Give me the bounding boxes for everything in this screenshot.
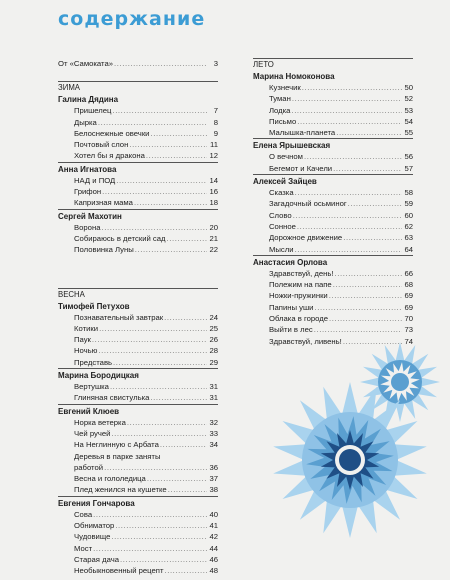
- dot-leader: [113, 357, 207, 368]
- dot-leader: [111, 531, 207, 542]
- toc-entry[interactable]: [253, 127, 413, 138]
- contents-column-left: [58, 58, 218, 577]
- entry-page: 69: [404, 291, 413, 301]
- entry-page: 46: [209, 554, 218, 564]
- entry-page: 33: [209, 428, 218, 438]
- dot-leader: [168, 484, 207, 495]
- entry-page: 7: [213, 106, 218, 116]
- toc-entry[interactable]: [253, 105, 413, 116]
- dot-leader: [348, 198, 402, 209]
- entry-title: Старая дача: [74, 554, 119, 564]
- entry-page: 14: [209, 175, 218, 185]
- toc-entry-intro[interactable]: От «Самоката» ..... 3: [58, 58, 218, 69]
- dot-leader: [104, 462, 207, 473]
- toc-entry[interactable]: [58, 381, 218, 392]
- toc-entry[interactable]: [58, 565, 218, 576]
- dot-leader: [112, 105, 207, 116]
- entry-title: Половинка Луны: [74, 245, 134, 255]
- toc-entry[interactable]: [58, 128, 218, 139]
- dot-leader: [102, 186, 207, 197]
- entry-page: 56: [404, 152, 413, 162]
- toc-entry[interactable]: [58, 175, 218, 186]
- entry-title: Дорожное движение: [269, 233, 343, 243]
- entry-page: 28: [209, 346, 218, 356]
- toc-entry[interactable]: [253, 93, 413, 104]
- entry-title: Облака в городе: [269, 314, 329, 324]
- entry-title: Хотел бы я дракона: [74, 151, 145, 161]
- dot-leader: [329, 313, 402, 324]
- entry-title: Здравствуй, день!: [269, 268, 334, 278]
- dot-leader: [167, 233, 207, 244]
- entry-title: Папины уши: [269, 302, 314, 312]
- toc-entry[interactable]: [253, 302, 413, 313]
- entry-title: Лодка: [269, 105, 291, 115]
- dot-leader: [129, 139, 207, 150]
- dot-leader: [134, 197, 207, 208]
- dot-leader: [292, 93, 402, 104]
- entry-title: Ворона: [74, 222, 101, 232]
- entry-title: Ножки-пружинки: [269, 291, 328, 301]
- entry-title: Норка ветерка: [74, 417, 126, 427]
- entry-title: Деревья в парке заняты: [74, 451, 161, 461]
- toc-entry[interactable]: [253, 244, 413, 255]
- entry-page: 11: [210, 140, 218, 150]
- dot-leader: [333, 163, 402, 174]
- entry-page: 54: [404, 116, 413, 126]
- entry-title: Пришелец: [74, 106, 112, 116]
- entry-page: 34: [209, 440, 218, 450]
- season-heading: ВЕСНА: [58, 288, 218, 300]
- entry-title: Мост: [74, 543, 93, 553]
- entry-title: На Неглинную с Арбата: [74, 440, 159, 450]
- toc-entry[interactable]: [253, 151, 413, 162]
- entry-title: Котики: [74, 323, 99, 333]
- dot-leader: [127, 417, 207, 428]
- dot-leader: [146, 150, 207, 161]
- entry-title: Представь: [74, 357, 113, 367]
- entry-page: 16: [209, 187, 218, 197]
- toc-entry[interactable]: [58, 484, 218, 495]
- toc-entry[interactable]: [253, 198, 413, 209]
- entry-title: Малышка-планета: [269, 128, 336, 138]
- toc-entry[interactable]: [253, 187, 413, 198]
- entry-title: Почтовый слон: [74, 140, 129, 150]
- author-name: Галина Дядина: [58, 95, 119, 105]
- entry-page: 58: [404, 188, 413, 198]
- entry-page: 69: [404, 302, 413, 312]
- toc-entry[interactable]: [253, 232, 413, 243]
- entry-title: Письмо: [269, 116, 297, 126]
- entry-page: 74: [404, 336, 413, 346]
- toc-entry[interactable]: [58, 150, 218, 161]
- season-heading: ЗИМА: [58, 81, 218, 93]
- entry-page: 36: [209, 462, 218, 472]
- entry-title: Слово: [269, 210, 292, 220]
- entry-page: 57: [404, 163, 413, 173]
- dot-leader: [164, 565, 207, 576]
- page-title: содержание: [58, 8, 206, 30]
- dot-leader: [293, 210, 402, 221]
- entry-page: 26: [209, 335, 218, 345]
- season-heading: ЛЕТО: [253, 58, 413, 70]
- dot-leader: [297, 116, 402, 127]
- dot-leader: [160, 439, 207, 450]
- dot-leader: [110, 381, 207, 392]
- dot-leader: [333, 279, 402, 290]
- entry-title: Собираюсь в детский сад: [74, 233, 166, 243]
- toc-entry[interactable]: [58, 392, 218, 403]
- entry-page: 66: [404, 268, 413, 278]
- entry-page: 64: [404, 244, 413, 254]
- toc-entry[interactable]: [58, 117, 218, 128]
- entry-title: Сова: [74, 509, 93, 519]
- entry-page: 32: [209, 417, 218, 427]
- dot-leader: [335, 268, 402, 279]
- dot-leader: [98, 345, 207, 356]
- dot-leader: [302, 82, 402, 93]
- toc-entry[interactable]: [58, 222, 218, 233]
- entry-page: 53: [404, 105, 413, 115]
- entry-page: 21: [209, 233, 218, 243]
- entry-page: 31: [209, 393, 218, 403]
- entry-title: Чудовище: [74, 532, 111, 542]
- author-name: Марина Номоконова: [253, 72, 335, 81]
- entry-title: Ночью: [74, 346, 98, 356]
- entry-page: 9: [213, 128, 218, 138]
- dot-leader: [336, 127, 402, 138]
- entry-page: 18: [209, 198, 218, 208]
- entry-page: 40: [209, 509, 218, 519]
- toc-entry[interactable]: [58, 139, 218, 150]
- entry-title: Познавательный завтрак: [74, 312, 164, 322]
- dot-leader: [291, 105, 402, 116]
- toc-entry[interactable]: [58, 105, 218, 116]
- entry-page: 59: [404, 199, 413, 209]
- toc-entry[interactable]: [253, 163, 413, 174]
- toc-entry[interactable]: [58, 323, 218, 334]
- toc-entry[interactable]: [58, 462, 218, 473]
- author-name: Алексей Зайцев: [253, 174, 413, 187]
- entry-page: 50: [404, 83, 413, 92]
- entry-page: 60: [404, 210, 413, 220]
- toc-entry[interactable]: [253, 116, 413, 127]
- entry-title: Дырка: [74, 117, 97, 127]
- dot-leader: [135, 244, 207, 255]
- author-name: Анастасия Орлова: [253, 255, 413, 268]
- toc-entry[interactable]: [58, 357, 218, 368]
- dot-leader: [150, 128, 207, 139]
- dot-leader: [164, 312, 207, 323]
- entry-title: Загадочный осьминог: [269, 199, 347, 209]
- entry-page: 20: [209, 222, 218, 232]
- entry-title: Кузнечик: [269, 83, 301, 92]
- toc-entry[interactable]: [253, 313, 413, 324]
- entry-page: 55: [404, 128, 413, 138]
- entry-page: 12: [209, 151, 218, 161]
- toc-entry[interactable]: [58, 554, 218, 565]
- dot-leader: [304, 151, 402, 162]
- entry-title: НАД и ПОД: [74, 175, 116, 185]
- toc-entry[interactable]: [253, 268, 413, 279]
- toc-entry[interactable]: [58, 451, 218, 462]
- toc-entry[interactable]: [58, 531, 218, 542]
- toc-entry[interactable]: [253, 290, 413, 301]
- small-sun-core: [391, 373, 409, 391]
- author-name: Тимофей Петухов: [58, 301, 130, 311]
- toc-entry[interactable]: [58, 312, 218, 323]
- entry-page: 8: [213, 117, 218, 127]
- dot-leader: [116, 175, 207, 186]
- dot-leader: [329, 290, 402, 301]
- dot-leader: [111, 428, 207, 439]
- entry-title: Капризная мама: [74, 198, 133, 208]
- author-name: Елена Ярышевская: [253, 138, 413, 151]
- entry-title: Паук: [74, 335, 91, 345]
- entry-title: О вечном: [269, 152, 303, 162]
- entry-page: 63: [404, 233, 413, 243]
- dot-leader: [295, 244, 402, 255]
- contents-column-right: [253, 58, 413, 347]
- entry-page: 68: [404, 280, 413, 290]
- dot-leader: [147, 473, 207, 484]
- entry-title: Необыкновенный рецепт: [74, 566, 164, 576]
- toc-entry[interactable]: [58, 345, 218, 356]
- author-name: Евгения Гончарова: [58, 496, 218, 509]
- entry-title: Здравствуй, ливень!: [269, 336, 342, 346]
- author-name: Анна Игнатова: [58, 162, 218, 175]
- entry-page: 52: [404, 94, 413, 104]
- toc-entry[interactable]: [58, 439, 218, 450]
- author-name: Марина Бородицкая: [58, 368, 218, 381]
- entry-title: Мысли: [269, 244, 294, 254]
- dot-leader: [98, 117, 207, 128]
- dot-leader: [101, 222, 207, 233]
- entry-page: 48: [209, 566, 218, 576]
- entry-title: Туман: [269, 94, 291, 104]
- author-name: Евгений Клюев: [58, 404, 218, 417]
- dot-leader: [99, 323, 207, 334]
- dot-leader: [295, 187, 402, 198]
- toc-entry[interactable]: [253, 221, 413, 232]
- dot-leader: [343, 232, 402, 243]
- dot-leader: [92, 334, 207, 345]
- entry-page: 42: [209, 532, 218, 542]
- entry-page: 41: [209, 521, 218, 531]
- entry-title: Вертушка: [74, 382, 109, 392]
- toc-entry[interactable]: [58, 197, 218, 208]
- big-sun-core: [339, 449, 361, 471]
- entry-title: Весна и гололедица: [74, 474, 146, 484]
- entry-page: 73: [404, 325, 413, 335]
- entry-title: Чей ручей: [74, 428, 111, 438]
- entry-page: 25: [209, 323, 218, 333]
- toc-entry[interactable]: [58, 428, 218, 439]
- toc-entry[interactable]: [253, 210, 413, 221]
- toc-entry[interactable]: [253, 279, 413, 290]
- toc-entry[interactable]: [58, 509, 218, 520]
- toc-entry[interactable]: [58, 244, 218, 255]
- toc-entry[interactable]: [58, 334, 218, 345]
- author-name: Сергей Махотин: [58, 209, 218, 222]
- entry-title: работой: [74, 462, 104, 472]
- entry-page: 62: [404, 221, 413, 231]
- entry-page: 29: [209, 357, 218, 367]
- entry-title: Обниматор: [74, 521, 115, 531]
- entry-page: 24: [209, 312, 218, 322]
- dot-leader: [93, 509, 207, 520]
- entry-title: Сказка: [269, 188, 294, 198]
- toc-entry[interactable]: [253, 82, 413, 93]
- entry-page: 70: [404, 314, 413, 324]
- dot-leader: [120, 554, 207, 565]
- dot-leader: [314, 302, 402, 313]
- toc-entry[interactable]: [58, 417, 218, 428]
- entry-page: 37: [209, 474, 218, 484]
- entry-title: Выйти в лес: [269, 325, 313, 335]
- entry-title: Бегемот и Качели: [269, 163, 333, 173]
- entry-page: 31: [209, 382, 218, 392]
- toc-entry[interactable]: [58, 543, 218, 554]
- dot-leader: [115, 520, 207, 531]
- entry-title: Глиняная свистулька: [74, 393, 150, 403]
- toc-entry[interactable]: [58, 233, 218, 244]
- toc-entry[interactable]: [58, 186, 218, 197]
- entry-title: Сонное: [269, 221, 296, 231]
- entry-title: Плед женился на кушетке: [74, 485, 167, 495]
- entry-page: 38: [209, 485, 218, 495]
- entry-title: Белоснежные овечки: [74, 128, 150, 138]
- entry-title: Грифон: [74, 187, 102, 197]
- sun-ornament-illustration: [270, 330, 450, 550]
- dot-leader: [297, 221, 402, 232]
- toc-entry[interactable]: [58, 520, 218, 531]
- dot-leader: [150, 392, 207, 403]
- entry-page: 22: [209, 245, 218, 255]
- toc-entry[interactable]: [58, 473, 218, 484]
- entry-title: Полежим на папе: [269, 280, 332, 290]
- dot-leader: [93, 543, 207, 554]
- entry-page: 44: [209, 543, 218, 553]
